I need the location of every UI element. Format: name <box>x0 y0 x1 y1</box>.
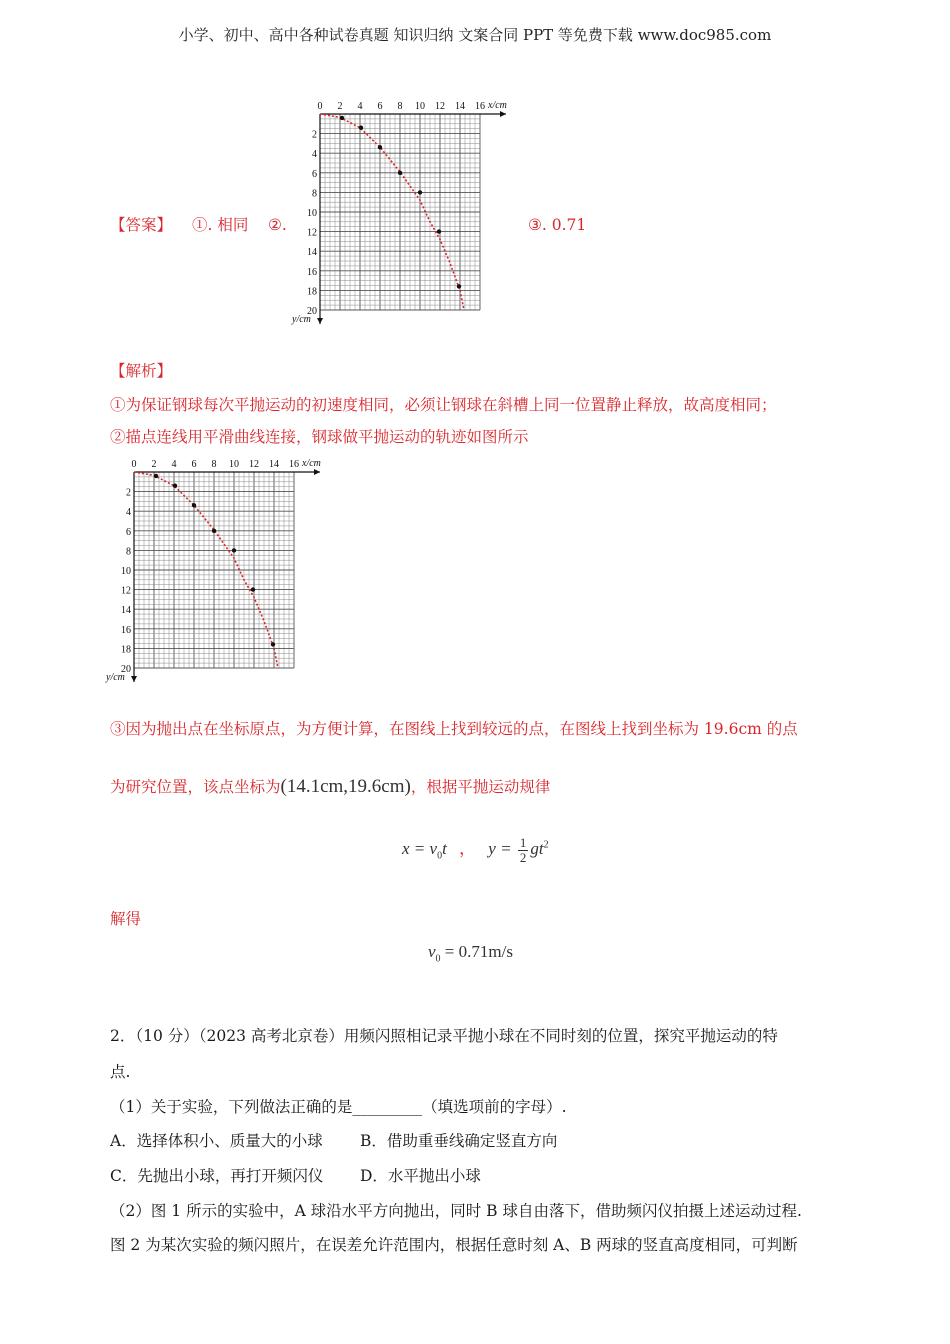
x-axis-label: x/cm <box>302 458 321 469</box>
data-point <box>418 190 422 194</box>
question2-line-1: 2．（10 分）（2023 高考北京卷）用频闪照相记录平抛小球在不同时刻的位置，探究平抛运动的特 <box>110 1027 778 1045</box>
formula-y-sup: 2 <box>543 839 549 851</box>
x-axis-label: x/cm <box>488 100 507 111</box>
trajectory-chart-analysis <box>104 454 344 694</box>
y-tick-label: 4 <box>126 507 131 519</box>
result-sub: 0 <box>435 953 441 965</box>
y-tick-label: 6 <box>126 526 131 538</box>
answer-item-1: ①. 相同 <box>192 216 249 234</box>
y-tick-label: 20 <box>307 306 317 317</box>
analysis-line-4 <box>110 776 550 798</box>
x-tick-label: 2 <box>151 459 157 470</box>
kinematics-formulas <box>402 834 549 865</box>
x-tick-label: 2 <box>337 101 343 112</box>
y-tick-label: 6 <box>312 168 317 180</box>
result-value: = 0.71m/s <box>444 942 513 961</box>
analysis-tag: 【解析】 <box>110 362 173 380</box>
answer-tag: 【答案】 <box>110 216 173 234</box>
data-point <box>398 171 402 175</box>
x-axis-arrow <box>314 469 320 475</box>
result-v: v <box>428 942 436 961</box>
data-point <box>378 145 382 149</box>
y-axis-arrow <box>317 318 323 324</box>
x-tick-label: 10 <box>415 101 425 112</box>
data-point <box>437 229 441 233</box>
y-axis-label: y/cm <box>106 672 125 683</box>
y-tick-label: 10 <box>307 208 317 219</box>
x-tick-label: 4 <box>357 101 363 112</box>
y-tick-label: 18 <box>121 644 131 656</box>
x-tick-label: 0 <box>131 459 137 470</box>
x-tick-label: 0 <box>317 101 323 112</box>
question2-line-4: （2）图 1 所示的实验中，A 球沿水平方向抛出，同时 B 球自由落下，借助频闪仪拍摄上述运动过程. <box>110 1202 802 1220</box>
analysis-line-4b: ，根据平抛运动规律 <box>410 778 551 796</box>
data-point <box>251 587 255 591</box>
formula-y-rest: gt <box>530 839 544 858</box>
y-tick-label: 10 <box>121 566 131 577</box>
y-tick-label: 4 <box>312 149 317 161</box>
y-tick-label: 12 <box>121 585 131 597</box>
data-point <box>271 642 275 646</box>
x-tick-label: 8 <box>397 101 403 112</box>
analysis-line-3: ③因为抛出点在坐标原点，为方便计算，在图线上找到较远的点，在图线上找到坐标为 19.6cm 的点 <box>110 720 798 738</box>
question2-line-3: （1）关于实验，下列做法正确的是_________（填选项前的字母）. <box>110 1098 567 1116</box>
header-banner: 小学、初中、高中各种试卷真题 知识归纳 文案合同 PPT 等免费下载 www.doc985.com <box>178 26 772 44</box>
fraction-numerator: 1 <box>519 834 527 850</box>
data-point <box>212 529 216 533</box>
question2-line-2: 点. <box>110 1063 131 1081</box>
y-tick-label: 20 <box>121 664 131 675</box>
y-tick-label: 8 <box>126 546 131 558</box>
data-point <box>173 484 177 488</box>
formula-y: y = <box>488 839 512 858</box>
y-tick-label: 16 <box>307 266 317 278</box>
y-tick-label: 8 <box>312 188 317 200</box>
option-a: A．选择体积小、质量大的小球 <box>110 1132 323 1150</box>
fraction-denominator: 2 <box>519 849 527 865</box>
answer-item-3: ③. 0.71 <box>528 216 587 234</box>
data-point <box>232 548 236 552</box>
x-tick-label: 16 <box>289 459 299 470</box>
trajectory-chart-answer <box>290 96 530 336</box>
formula-x-sub: 0 <box>437 850 443 862</box>
y-tick-label: 18 <box>307 286 317 298</box>
option-d: D．水平抛出小球 <box>360 1167 481 1185</box>
y-tick-label: 12 <box>307 227 317 239</box>
data-point <box>154 474 158 478</box>
x-axis-arrow <box>500 111 506 117</box>
x-tick-label: 6 <box>377 101 383 112</box>
result-formula <box>428 942 513 964</box>
x-tick-label: 10 <box>229 459 239 470</box>
x-tick-label: 6 <box>191 459 197 470</box>
data-point <box>457 284 461 288</box>
data-point <box>340 116 344 120</box>
fraction-half <box>518 836 529 865</box>
formula-x-t: t <box>442 839 447 858</box>
y-axis-arrow <box>131 676 137 682</box>
y-tick-label: 14 <box>307 247 317 259</box>
data-point <box>192 503 196 507</box>
question2-line-5: 图 2 为某次实验的频闪照片，在误差允许范围内，根据任意时刻 A、B 两球的竖直高度相同，可判断 <box>110 1236 798 1254</box>
solve-label: 解得 <box>110 910 142 928</box>
x-tick-label: 14 <box>455 101 465 112</box>
y-axis-label: y/cm <box>292 314 311 325</box>
x-tick-label: 8 <box>211 459 217 470</box>
formula-x: x = v <box>402 839 438 858</box>
x-tick-label: 14 <box>269 459 279 470</box>
data-point <box>359 126 363 130</box>
analysis-line-4a: 为研究位置，该点坐标为 <box>110 778 281 796</box>
x-tick-label: 12 <box>249 459 259 470</box>
x-tick-label: 12 <box>435 101 445 112</box>
x-tick-label: 16 <box>475 101 485 112</box>
y-tick-label: 16 <box>121 624 131 636</box>
analysis-line-2: ②描点连线用平滑曲线连接，钢球做平抛运动的轨迹如图所示 <box>110 428 529 446</box>
coordinate-value: (14.1cm,19.6cm) <box>280 776 411 797</box>
y-tick-label: 2 <box>312 129 317 141</box>
formula-separator: ， <box>459 839 477 858</box>
y-tick-label: 2 <box>126 487 131 499</box>
option-b: B．借助重垂线确定竖直方向 <box>360 1132 558 1150</box>
option-c: C．先抛出小球，再打开频闪仪 <box>110 1167 324 1185</box>
answer-item-2: ②. <box>268 216 287 234</box>
analysis-line-1: ①为保证钢球每次平抛运动的初速度相同，必须让钢球在斜槽上同一位置静止释放，故高度相同； <box>110 396 777 414</box>
y-tick-label: 14 <box>121 605 131 617</box>
x-tick-label: 4 <box>171 459 177 470</box>
